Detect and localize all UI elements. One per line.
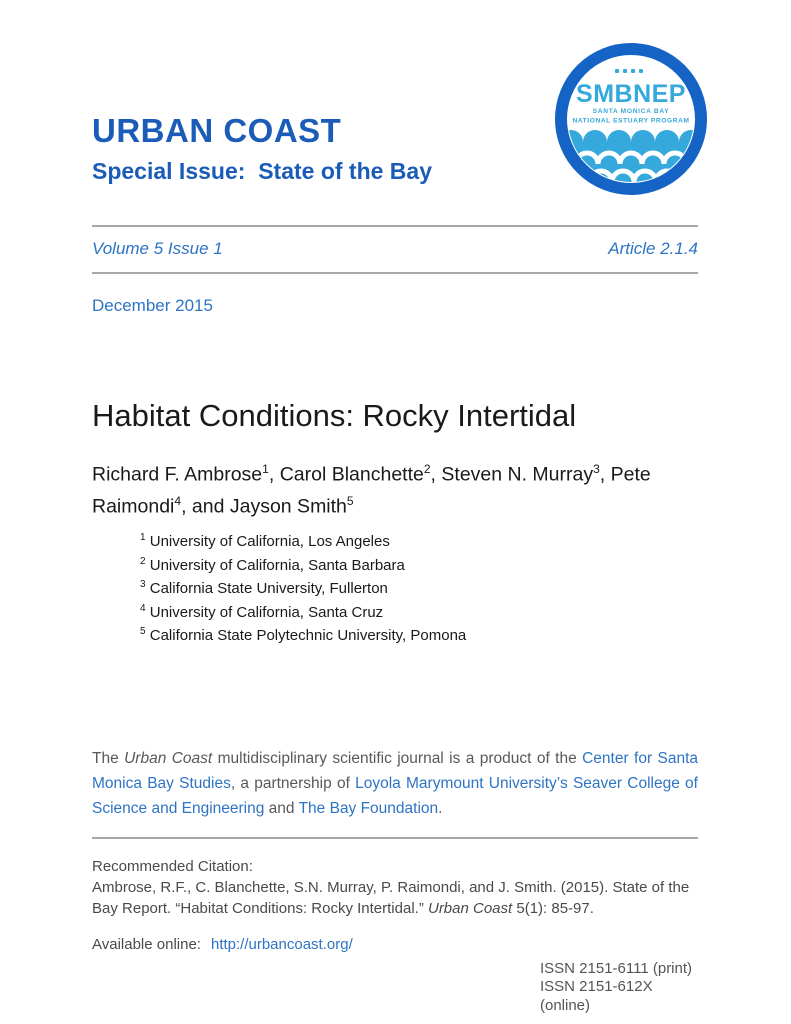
affiliation-sup: 1	[140, 532, 146, 543]
author-name: Jayson Smith	[229, 495, 347, 517]
affiliation-text: University of California, Santa Barbara	[149, 556, 405, 574]
divider-mid	[92, 272, 698, 274]
author-list	[92, 456, 677, 519]
author-sup: 4	[174, 493, 182, 508]
affiliation-text: University of California, Santa Cruz	[149, 603, 384, 621]
author-name: Carol Blanchette	[279, 463, 424, 486]
affiliation-sup: 4	[140, 602, 146, 614]
urbancoast-url-link[interactable]: http://urbancoast.org/	[210, 935, 353, 953]
divider-bottom	[92, 837, 698, 839]
citation-journal-italic: Urban Coast	[427, 899, 513, 917]
affiliation-text: University of California, Los Angeles	[149, 533, 390, 550]
logo-acronym: SMBNEP	[576, 80, 686, 108]
issn-online: ISSN 2151-612X (online)	[540, 978, 653, 1014]
page-content	[92, 0, 698, 1015]
affiliation-item	[140, 622, 698, 646]
author-name: Richard F. Ambrose	[92, 463, 263, 486]
issn-print: ISSN 2151-6111 (print)	[540, 959, 693, 977]
affiliation-sup: 5	[140, 626, 146, 637]
journal-title: URBAN COAST	[92, 112, 342, 149]
description-text: .	[438, 799, 443, 817]
availability-label: Available online:	[92, 935, 201, 953]
affiliation-text: California State Polytechnic University, Pomona	[149, 627, 467, 644]
author-separator: ,	[268, 463, 280, 486]
description-text: The	[92, 749, 125, 767]
citation-part: 5(1): 85-97.	[512, 899, 594, 917]
affiliation-sup: 3	[140, 579, 146, 590]
affiliation-item	[140, 599, 698, 623]
affiliation-list	[92, 528, 698, 646]
author-sup: 1	[262, 462, 269, 476]
affiliation-item	[140, 575, 698, 599]
description-text: multidisciplinary scientific journal is a product of the	[212, 749, 583, 767]
loyola-marymount-link[interactable]: Loyola Marymount University’s Seaver College of Science and Engineering	[92, 774, 698, 817]
author-sup: 5	[346, 493, 354, 508]
description-text: and	[264, 799, 299, 817]
logo-tagline-line2: NATIONAL ESTUARY PROGRAM	[572, 117, 690, 125]
author-separator: , and	[181, 495, 230, 517]
availability-line	[92, 934, 698, 955]
citation-part: Ambrose, R.F., C. Blanchette, S.N. Murray, P. Raimondi, and J. Smith. (2015). State of the Bay Report. “Habitat Conditions: Rocky Intertidal.”	[92, 878, 690, 917]
author-sup: 3	[593, 462, 600, 476]
article-title: Habitat Conditions: Rocky Intertidal	[92, 398, 577, 433]
journal-description	[92, 746, 698, 821]
bay-foundation-link[interactable]: The Bay Foundation	[298, 799, 439, 817]
affiliation-sup: 2	[140, 555, 146, 567]
author-name: Steven N. Murray	[441, 463, 594, 486]
volume-issue-label: Volume 5 Issue 1	[92, 239, 223, 258]
affiliation-text: California State University, Fullerton	[149, 580, 388, 597]
author-separator: ,	[430, 463, 442, 486]
affiliation-item	[140, 528, 698, 552]
article-number-label: Article 2.1.4	[608, 239, 698, 258]
affiliation-item	[140, 552, 698, 576]
journal-subtitle: Special Issue: State of the Bay	[92, 158, 433, 184]
citation-text	[92, 877, 698, 919]
center-santa-monica-bay-studies-link[interactable]: Center for Santa Monica Bay Studies	[92, 749, 699, 792]
logo-tagline-line1: SANTA MONICA BAY	[592, 108, 670, 115]
citation-label: Recommended Citation:	[92, 857, 253, 875]
description-text: , a partnership of	[230, 774, 356, 792]
journal-name-italic: Urban Coast	[124, 749, 213, 767]
issue-date: December 2015	[92, 296, 213, 315]
author-name: Pete Raimondi	[92, 463, 651, 517]
author-separator: ,	[599, 463, 611, 486]
issue-bar	[92, 227, 698, 272]
author-sup: 2	[423, 462, 431, 476]
issn-block	[540, 960, 698, 1016]
